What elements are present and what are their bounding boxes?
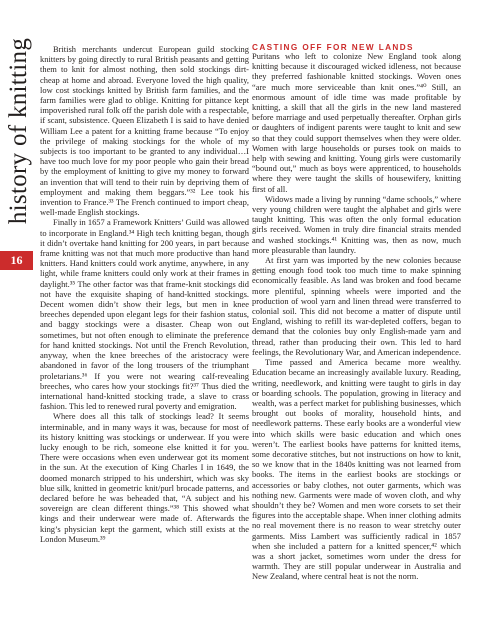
paragraph: British merchants undercut European guild stocking knitters by going directly to rural British peasants and getting them to knit for almost nothing, then sold stockings dirt-cheap at home and abroad. Everyone loved the high quality, low cost stockings knitted by British farm families, and the farm families were glad to oblige. Knitting for pittance kept impoverished rural folk off the parish dole with a respectable, if scant, subsistence. Queen Elizabeth I is said to have denied William Lee a patent for a knitting frame because “To enjoy the privilege of making stockings for the whole of my subjects is too important to be granted to any individual…I have too much love for my poor people who gain their bread by the employment of knitting to give my money to forward an invention that will tend to their ruin by depriving them of employment and making them beggars.”³² Lee took his invention to France.³³ The French continued to import cheap, well-made English stockings. xyxy=(40,44,249,218)
page-number: 16 xyxy=(0,251,33,270)
paragraph: Time passed and America became more wealthy. Education became an increasingly available luxury. Reading, writing, needlework, and knitting were taught to girls in day or boarding schools. The population, growing in literacy and wealth, was a perfect market for publishing businesses, which brought out books of morality, household hints, and needlework patterns. These early books are a wonderful view into which skills were basic education and which ones weren’t. The earliest books have patterns for knitted items, some decorative stitches, but not instructions on how to knit, so we know that in the 1840s knitting was not learned from books. The items in the earliest books are stockings or accessories or baby clothes, not outer garments, which was nothing new. Garments were made of woven cloth, and why shouldn’t they be? Women and men wore corsets to set their figures into the acceptable shape. When inner clothing admits no real movement there is no reason to wear stretchy outer garments. Miss Lambert was sufficiently radical in 1857 when she included a pattern for a knitted spencer,⁴² which was a short jacket, sometimes worn under the dress for warmth. They are still popular underwear in Australia and New Zealand, where central heat is not the norm. xyxy=(252,357,462,582)
paragraph: At first yarn was imported by the new colonies because getting enough food took too much time to make spinning economically feasible. As land was broken and food became more plentiful, spinning wheels were imported and the production of wool yarn and linen thread were transferred to colonial soil. This did not become a matter of dispute until England, wishing to refill its war-depleted coffers, began to demand that the colonies buy only English-made yarn and thread, rather than producing their own. This led to hard feelings, the Revolutionary War, and American independence. xyxy=(252,255,461,357)
paragraph: Finally in 1657 a Framework Knitters’ Guild was allowed to incorporate in England.³⁴ High tech knitting began, though it didn’t overtake hand knitting for 200 years, in part because frame knitting was not that much more productive than hand knitters. Hand knitters could work anytime, anywhere, in any light, while frame knitters could only work at their frames in daylight.³⁵ The other factor was that frame-knit stockings did not have the exquisite shaping of hand-knitted stockings. Decent women didn’t show their legs, but men in knee breeches depended upon elegant legs for their fashion status, and baggy stockings were a disaster. Cheap won out sometimes, but not often enough to eliminate the preference for hand knitted stockings. Not until the French Revolution, anyway, when the knee breeches of the aristocracy were abandoned in favor of the long trousers of the triumphant proletarians.³⁶ If you were not wearing calf-revealing breeches, who cares how your stockings fit?³⁷ Thus died the international hand-knitted stocking trade, a slave to crass fashion. This led to renewed rural poverty and emigration. xyxy=(40,217,249,412)
running-head xyxy=(6,28,32,233)
running-head-text: history of knitting xyxy=(5,37,32,224)
paragraph: Puritans who left to colonize New England took along knitting because it discouraged wicked idleness, not because they preferred fashionable knitted stockings. Woven ones “are much more serviceable than knit ones.”⁴⁰ Still, an enormous amount of idle time was made profitable by knitting, a skill that all the girls in the new land mastered before marriage and used perpetually thereafter. Orphan girls or daughters of indigent parents were taught to knit and sew so that they could support themselves when they were older. Women with large households or purses took on maids to help with sewing and knitting. Young girls were customarily “bound out,” much as boys were apprenticed, to households where they were taught the skills of housewifery, knitting first of all. xyxy=(252,51,461,194)
paragraph: Widows made a living by running “dame schools,” where very young children were taught the alphabet and girls were taught knitting. This was often the only formal education girls received. Women in truly dire financial straits mended and washed stockings.⁴¹ Knitting was, then as now, much more pleasurable than laundry. xyxy=(252,193,461,255)
section-heading: CASTING OFF FOR NEW LANDS xyxy=(252,43,414,52)
paragraph: Where does all this talk of stockings lead? It seems interminable, and in many ways it was, because for most of its history knitting was stockings or underwear. If you were lucky enough to be rich, someone else knitted it for you. There were occasions when even underwear got its moment in the sun. At the execution of King Charles I in 1649, the doomed monarch stripped to his undershirt, which was sky blue silk, knitted in geometric knit/purl brocade patterns, and declared before he was beheaded that, “A subject and his sovereign are clean different things.”³⁸ This showed what kings and their underwear were made of. Afterwards the king’s physician kept the garment, which still exists at the London Museum.³⁹ xyxy=(40,411,249,544)
right-column xyxy=(252,51,461,582)
left-column xyxy=(40,44,249,544)
